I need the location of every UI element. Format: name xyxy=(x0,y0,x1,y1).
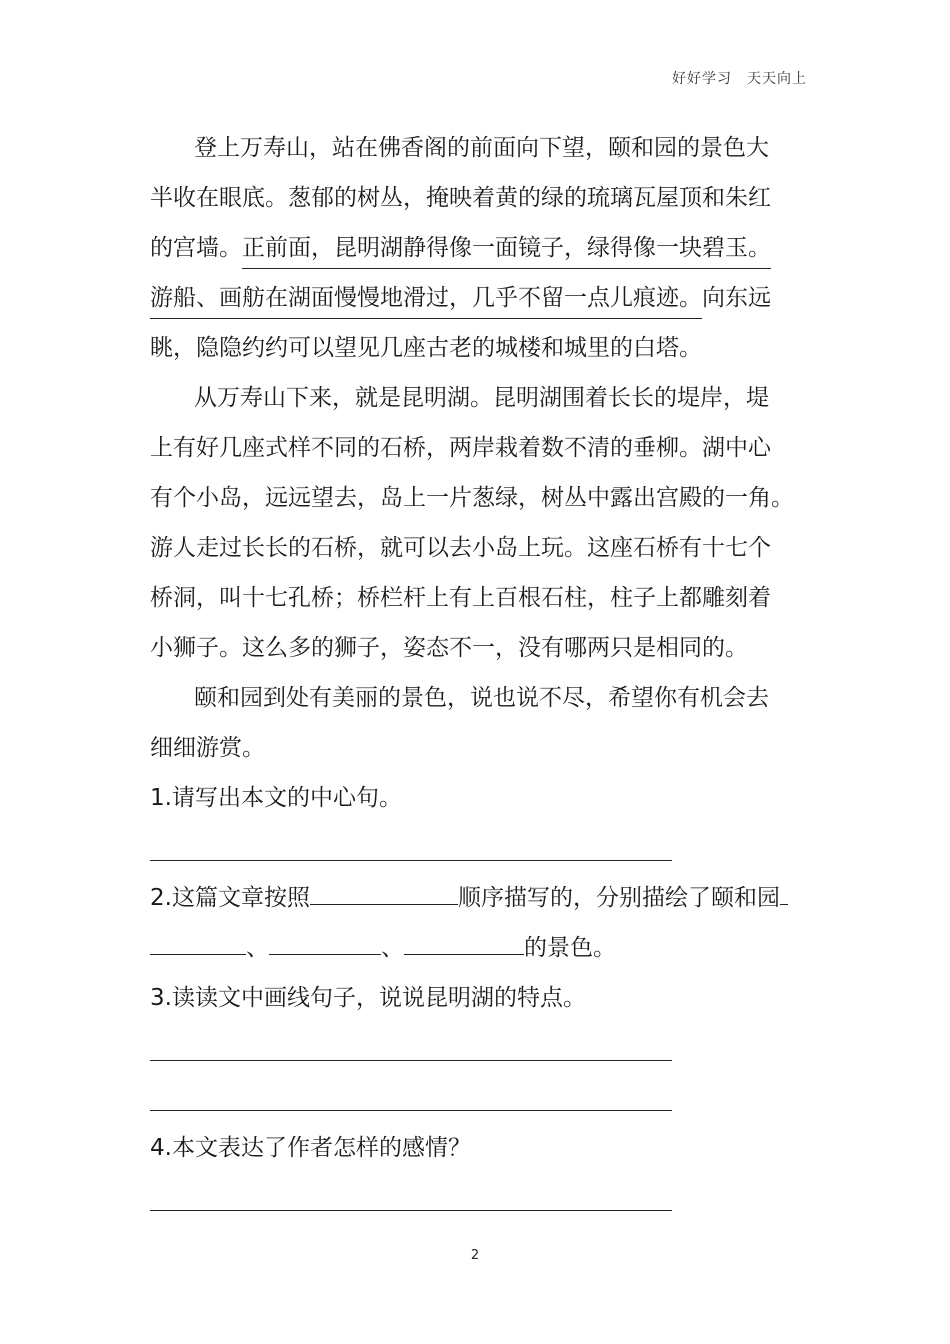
paragraph-2-line-3: 有个小岛，远远望去，岛上一片葱绿，树丛中露出宫殿的一角。 xyxy=(150,485,794,511)
fill-blank-scene-1-start[interactable] xyxy=(780,874,788,905)
paragraph-1-line-5: 眺，隐隐约约可以望见几座古老的城楼和城里的白塔。 xyxy=(150,335,702,361)
answer-line-q3-2[interactable] xyxy=(150,1073,800,1123)
question-2-text: 顺序描写的，分别描绘了颐和园 xyxy=(457,885,780,911)
paragraph-1-line-1: 登上万寿山，站在佛香阁的前面向下望，颐和园的景色大 xyxy=(194,135,769,161)
paragraph-1-text: 向东远 xyxy=(702,285,771,311)
page-number: 2 xyxy=(470,1248,480,1263)
fill-blank-scene-2[interactable] xyxy=(269,924,381,955)
document-body xyxy=(150,123,800,1223)
paragraph-1-line-2: 半收在眼底。葱郁的树丛，掩映着黄的绿的琉璃瓦屋顶和朱红 xyxy=(150,185,771,211)
fill-blank-scene-3[interactable] xyxy=(404,924,524,955)
fill-blank-scene-1[interactable] xyxy=(150,924,246,955)
answer-line-q3-1[interactable] xyxy=(150,1023,800,1073)
paragraph-1-line-3 xyxy=(150,223,800,273)
question-1: 1.请写出本文的中心句。 xyxy=(150,785,402,811)
question-2-line-1 xyxy=(150,873,800,923)
separator: 、 xyxy=(381,935,404,961)
paragraph-2-line-1: 从万寿山下来，就是昆明湖。昆明湖围着长长的堤岸，堤 xyxy=(194,385,769,411)
answer-line-q4[interactable] xyxy=(150,1173,800,1223)
underlined-sentence: 游船、画舫在湖面慢慢地滑过，几乎不留一点儿痕迹。 xyxy=(150,278,702,319)
paragraph-1-line-4 xyxy=(150,273,800,323)
question-2-text: 2.这篇文章按照 xyxy=(150,885,310,911)
question-2-end: 的景色。 xyxy=(524,935,616,961)
paragraph-2-line-2: 上有好几座式样不同的石桥，两岸栽着数不清的垂柳。湖中心 xyxy=(150,435,771,461)
question-4: 4.本文表达了作者怎样的感情？ xyxy=(150,1135,471,1161)
paragraph-1-text: 的宫墙。 xyxy=(150,235,242,261)
fill-blank-order[interactable] xyxy=(310,874,458,905)
paragraph-2-line-4: 游人走过长长的石桥，就可以去小岛上玩。这座石桥有十七个 xyxy=(150,535,771,561)
header-motto: 好好学习 天天向上 xyxy=(672,71,807,87)
answer-line-q1[interactable] xyxy=(150,823,800,873)
separator: 、 xyxy=(246,935,269,961)
question-2-line-2 xyxy=(150,923,800,973)
question-3: 3.读读文中画线句子，说说昆明湖的特点。 xyxy=(150,985,586,1011)
paragraph-2-line-6: 小狮子。这么多的狮子，姿态不一，没有哪两只是相同的。 xyxy=(150,635,748,661)
underlined-sentence: 正前面，昆明湖静得像一面镜子，绿得像一块碧玉。 xyxy=(242,228,771,269)
paragraph-3-line-1: 颐和园到处有美丽的景色，说也说不尽，希望你有机会去 xyxy=(194,685,769,711)
paragraph-3-line-2: 细细游赏。 xyxy=(150,735,265,761)
paragraph-2-line-5: 桥洞，叫十七孔桥；桥栏杆上有上百根石柱，柱子上都雕刻着 xyxy=(150,585,771,611)
